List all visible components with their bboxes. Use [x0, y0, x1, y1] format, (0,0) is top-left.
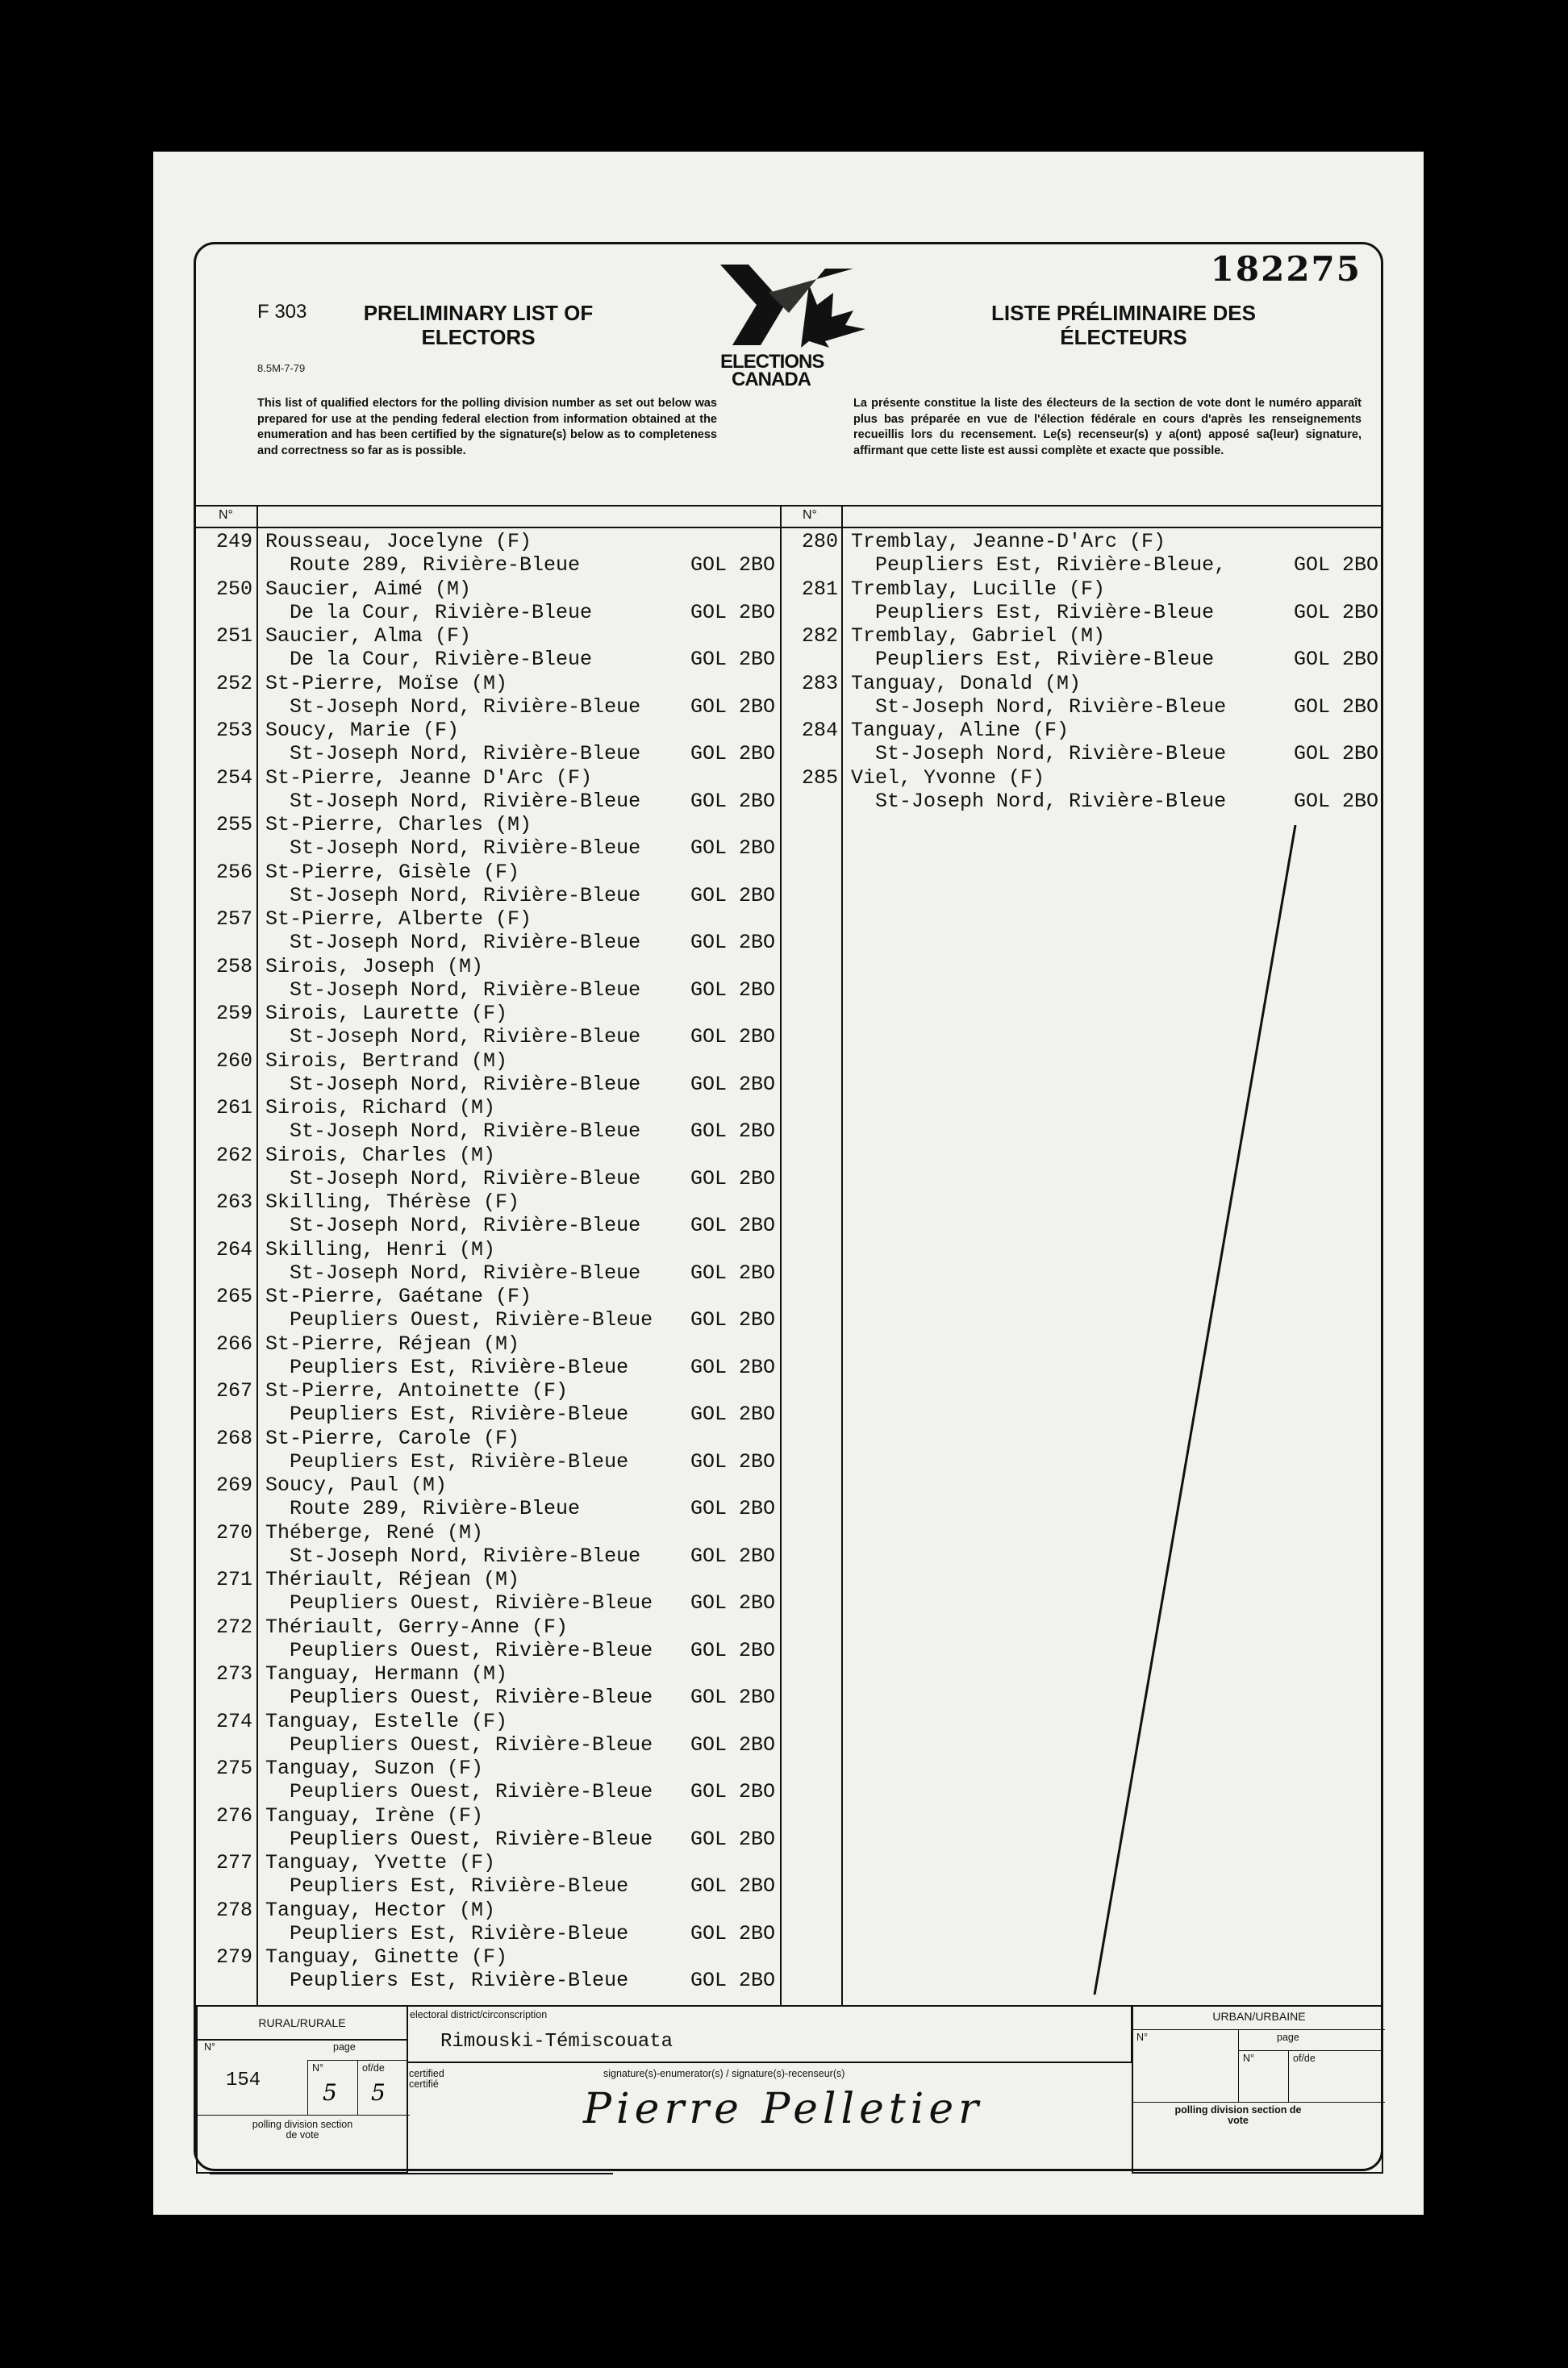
elector-number: 274 — [215, 1709, 252, 1733]
elector-entry — [196, 811, 780, 859]
elector-number: 283 — [801, 671, 838, 695]
elector-address: St-Joseph Nord, Rivière-Bleue — [290, 1025, 641, 1049]
postal-code: GOL 2BO — [1293, 789, 1378, 813]
elector-number: 273 — [215, 1662, 252, 1686]
elector-name: Saucier, Aimé (M) — [265, 577, 472, 601]
serial-number: 182275 — [1210, 249, 1362, 289]
elector-number: 258 — [215, 954, 252, 978]
page-number: 5 — [323, 2079, 337, 2106]
postal-code: GOL 2BO — [1293, 600, 1378, 624]
elector-number: 262 — [215, 1143, 252, 1167]
elector-name: Saucier, Alma (F) — [265, 624, 472, 648]
postal-code: GOL 2BO — [690, 1449, 775, 1474]
postal-code: GOL 2BO — [690, 931, 775, 954]
postal-code: GOL 2BO — [690, 1119, 775, 1143]
elector-name: St-Pierre, Charles (M) — [265, 813, 532, 836]
intro-french: La présente constitue la liste des électeurs de la section de vote dont le numéro apparaît plus bas préparée en vue de l'élection fédérale en cours d'après les renseignements recueillis lors du recensement. Le(s) recenseur(s) y a(ont) apposé sa(leur) signature, affirmant que cette liste est aussi complète et exacte que possible. — [853, 397, 1362, 457]
elector-entry — [196, 717, 780, 765]
postal-code: GOL 2BO — [690, 553, 775, 577]
urban-label: URBAN/URBAINE — [1212, 2010, 1306, 2023]
elector-entry — [196, 670, 780, 718]
bottom-rule — [210, 2173, 613, 2174]
elector-address: Peupliers Ouest, Rivière-Bleue — [290, 1780, 653, 1803]
urban-no-label: N° — [1136, 2032, 1149, 2043]
elector-address: St-Joseph Nord, Rivière-Bleue — [290, 1214, 641, 1237]
postal-code: GOL 2BO — [690, 978, 775, 1002]
elector-address: St-Joseph Nord, Rivière-Bleue — [875, 742, 1227, 765]
form-number: F 303 — [257, 301, 307, 323]
elector-entry — [196, 1189, 780, 1236]
elector-number: 285 — [801, 765, 838, 790]
elector-name: Sirois, Laurette (F) — [265, 1002, 508, 1025]
postal-code: GOL 2BO — [690, 1969, 775, 1992]
elector-address: De la Cour, Rivière-Bleue — [290, 600, 593, 624]
elector-name: Théberge, René (M) — [265, 1520, 484, 1545]
electoral-district-label: electoral district/circonscription — [410, 2009, 548, 2020]
elector-number: 252 — [215, 671, 252, 695]
elector-entry — [782, 623, 1383, 670]
elector-entry — [196, 906, 780, 953]
elector-address: St-Joseph Nord, Rivière-Bleue — [290, 1261, 641, 1285]
elector-name: Tremblay, Jeanne-D'Arc (F) — [851, 530, 1166, 553]
elector-number: 260 — [215, 1049, 252, 1073]
elector-number: 281 — [801, 577, 838, 601]
elector-address: Peupliers Est, Rivière-Bleue — [290, 1403, 629, 1426]
elector-number: 275 — [215, 1757, 252, 1780]
elector-name: Sirois, Joseph (M) — [265, 954, 484, 978]
elector-number: 271 — [215, 1568, 252, 1591]
elector-entry — [196, 1425, 780, 1473]
postal-code: GOL 2BO — [690, 1497, 775, 1520]
elector-address: St-Joseph Nord, Rivière-Bleue — [290, 1072, 641, 1096]
elector-name: St-Pierre, Alberte (F) — [265, 907, 532, 931]
rural-box — [196, 2005, 408, 2041]
title-english: PRELIMINARY LIST OF ELECTORS — [363, 301, 594, 349]
elector-number: 257 — [215, 907, 252, 931]
elector-entry — [196, 1897, 780, 1945]
elector-entry — [196, 623, 780, 670]
urban-page-label: page — [1277, 2032, 1299, 2043]
elector-number: 284 — [801, 719, 838, 742]
postal-code: GOL 2BO — [690, 836, 775, 860]
elector-entry — [782, 528, 1383, 576]
elector-address: Peupliers Est, Rivière-Bleue — [290, 1874, 629, 1898]
elector-name: Thériault, Réjean (M) — [265, 1568, 520, 1591]
elector-name: Thériault, Gerry-Anne (F) — [265, 1615, 569, 1639]
elector-address: St-Joseph Nord, Rivière-Bleue — [290, 742, 641, 765]
elector-number: 270 — [215, 1520, 252, 1545]
elector-name: Skilling, Henri (M) — [265, 1237, 496, 1261]
electoral-district-name: Rimouski-Témiscouata — [440, 2031, 673, 2053]
elector-address: Peupliers Ouest, Rivière-Bleue — [290, 1827, 653, 1851]
table-top-rule — [196, 505, 1383, 507]
elector-entry — [196, 1142, 780, 1190]
elector-address: Peupliers Ouest, Rivière-Bleue — [290, 1308, 653, 1332]
elector-address: St-Joseph Nord, Rivière-Bleue — [875, 694, 1227, 719]
postal-code: GOL 2BO — [690, 1355, 775, 1379]
postal-code: GOL 2BO — [1293, 553, 1378, 577]
elector-name: Rousseau, Jocelyne (F) — [265, 530, 532, 553]
elector-name: Tanguay, Irène (F) — [265, 1803, 484, 1828]
elector-list-right — [782, 528, 1383, 811]
postal-code: GOL 2BO — [690, 648, 775, 671]
logo-text-elections: ELECTIONS — [720, 351, 824, 373]
elector-number: 276 — [215, 1803, 252, 1828]
elector-name: Viel, Yvonne (F) — [851, 765, 1045, 790]
elector-address: St-Joseph Nord, Rivière-Bleue — [290, 1544, 641, 1568]
form-code: 8.5M-7-79 — [257, 362, 306, 374]
elector-address: Peupliers Ouest, Rivière-Bleue — [290, 1686, 653, 1709]
elector-number: 256 — [215, 860, 252, 884]
polling-division-number: 154 — [226, 2070, 261, 2091]
postal-code: GOL 2BO — [690, 1780, 775, 1803]
elector-name: Soucy, Paul (M) — [265, 1474, 448, 1497]
postal-code: GOL 2BO — [690, 1166, 775, 1190]
elector-number: 263 — [215, 1190, 252, 1214]
elector-address: Peupliers Ouest, Rivière-Bleue — [290, 1591, 653, 1615]
postal-code: GOL 2BO — [690, 1874, 775, 1898]
elector-address: Route 289, Rivière-Bleue — [290, 1497, 581, 1520]
elector-entry — [782, 765, 1383, 812]
elector-address: Peupliers Est, Rivière-Bleue — [875, 648, 1215, 671]
elector-list-left — [196, 528, 780, 1991]
page-label: page — [333, 2041, 356, 2053]
postal-code: GOL 2BO — [690, 1025, 775, 1049]
elector-number: 261 — [215, 1096, 252, 1119]
postal-code: GOL 2BO — [690, 1638, 775, 1662]
elector-name: Tanguay, Hermann (M) — [265, 1662, 508, 1686]
enumerator-signature: Pierre Pelletier — [583, 2085, 984, 2133]
elector-entry — [196, 1283, 780, 1331]
postal-code: GOL 2BO — [690, 1072, 775, 1096]
elector-name: St-Pierre, Jeanne D'Arc (F) — [265, 765, 593, 790]
elector-entry — [196, 1000, 780, 1048]
elector-number: 268 — [215, 1426, 252, 1450]
postal-code: GOL 2BO — [690, 789, 775, 813]
postal-code: GOL 2BO — [690, 1214, 775, 1237]
elector-entry — [196, 1849, 780, 1897]
unused-area-strike-line — [841, 825, 1390, 2003]
elector-name: Tanguay, Aline (F) — [851, 719, 1070, 742]
elector-address: St-Joseph Nord, Rivière-Bleue — [290, 883, 641, 907]
postal-code: GOL 2BO — [690, 1591, 775, 1615]
elector-entry — [196, 765, 780, 812]
postal-code: GOL 2BO — [1293, 694, 1378, 719]
elector-name: Tanguay, Donald (M) — [851, 671, 1082, 695]
elector-name: Tanguay, Yvette (F) — [265, 1851, 496, 1874]
elector-name: Skilling, Thérèse (F) — [265, 1190, 520, 1214]
elector-address: St-Joseph Nord, Rivière-Bleue — [290, 789, 641, 813]
elector-entry — [196, 1614, 780, 1661]
elector-entry — [196, 1520, 780, 1567]
elector-entry — [196, 1048, 780, 1095]
elector-name: Sirois, Richard (M) — [265, 1096, 496, 1119]
electoral-district-box — [407, 2005, 1132, 2063]
postal-code: GOL 2BO — [690, 1686, 775, 1709]
elector-entry — [196, 1094, 780, 1142]
elector-name: St-Pierre, Gaétane (F) — [265, 1285, 532, 1308]
document-page — [153, 152, 1424, 2215]
elector-entry — [196, 859, 780, 907]
elector-address: Peupliers Est, Rivière-Bleue, — [875, 553, 1227, 577]
elector-entry — [196, 1331, 780, 1378]
elector-number: 277 — [215, 1851, 252, 1874]
elector-address: Peupliers Est, Rivière-Bleue — [290, 1969, 629, 1992]
elector-address: St-Joseph Nord, Rivière-Bleue — [290, 931, 641, 954]
elector-address: Peupliers Ouest, Rivière-Bleue — [290, 1638, 653, 1662]
urban-page-number-label: N° — [1243, 2053, 1255, 2064]
elector-entry — [196, 1236, 780, 1284]
elector-entry — [196, 1803, 780, 1850]
elector-address: St-Joseph Nord, Rivière-Bleue — [290, 978, 641, 1002]
page-total: 5 — [371, 2079, 386, 2106]
polling-division-box — [196, 2039, 408, 2174]
elector-name: Tremblay, Gabriel (M) — [851, 624, 1106, 648]
urban-box — [1132, 2005, 1383, 2174]
postal-code: GOL 2BO — [690, 1921, 775, 1945]
elector-entry — [196, 1944, 780, 1991]
elector-number: 249 — [215, 530, 252, 553]
elector-entry — [782, 717, 1383, 765]
elector-number: 253 — [215, 719, 252, 742]
postal-code: GOL 2BO — [690, 1544, 775, 1568]
elector-address: Route 289, Rivière-Bleue — [290, 553, 581, 577]
postal-code: GOL 2BO — [690, 883, 775, 907]
elector-name: Tanguay, Suzon (F) — [265, 1757, 484, 1780]
elector-name: Sirois, Bertrand (M) — [265, 1049, 508, 1073]
elector-name: St-Pierre, Moïse (M) — [265, 671, 508, 695]
elector-entry — [196, 1566, 780, 1614]
elector-number: 264 — [215, 1237, 252, 1261]
signature-label: signature(s)-enumerator(s) / signature(s)-recenseur(s) — [603, 2068, 845, 2079]
elector-address: St-Joseph Nord, Rivière-Bleue — [290, 1119, 641, 1143]
postal-code: GOL 2BO — [690, 1827, 775, 1851]
elector-number: 250 — [215, 577, 252, 601]
elector-address: Peupliers Est, Rivière-Bleue — [290, 1921, 629, 1945]
elector-number: 266 — [215, 1332, 252, 1356]
elector-name: Tanguay, Estelle (F) — [265, 1709, 508, 1733]
elector-address: St-Joseph Nord, Rivière-Bleue — [290, 694, 641, 719]
elector-number: 254 — [215, 765, 252, 790]
elector-name: Soucy, Marie (F) — [265, 719, 460, 742]
certified-label: certified certifié — [409, 2068, 444, 2090]
elector-number: 255 — [215, 813, 252, 836]
elector-name: St-Pierre, Gisèle (F) — [265, 860, 520, 884]
postal-code: GOL 2BO — [690, 1308, 775, 1332]
elector-name: Tanguay, Hector (M) — [265, 1898, 496, 1922]
elector-name: St-Pierre, Réjean (M) — [265, 1332, 520, 1356]
postal-code: GOL 2BO — [690, 1403, 775, 1426]
elector-entry — [196, 576, 780, 623]
page-of-label: of/de — [362, 2062, 385, 2074]
rural-label: RURAL/RURALE — [258, 2016, 346, 2029]
elector-entry — [782, 670, 1383, 718]
elector-number: 267 — [215, 1379, 252, 1403]
elector-name: St-Pierre, Carole (F) — [265, 1426, 520, 1450]
polling-division-label: polling division section de vote — [252, 2119, 353, 2141]
elector-number: 282 — [801, 624, 838, 648]
logo-text-canada: CANADA — [732, 369, 811, 390]
elector-entry — [196, 953, 780, 1001]
polling-no-label: N° — [204, 2041, 216, 2053]
elector-name: St-Pierre, Antoinette (F) — [265, 1379, 569, 1403]
elector-address: St-Joseph Nord, Rivière-Bleue — [875, 789, 1227, 813]
elector-address: Peupliers Ouest, Rivière-Bleue — [290, 1732, 653, 1757]
elector-number: 280 — [801, 530, 838, 553]
elector-number: 272 — [215, 1615, 252, 1639]
urban-page-of-label: of/de — [1293, 2053, 1316, 2064]
postal-code: GOL 2BO — [690, 1732, 775, 1757]
form-frame — [194, 242, 1383, 2171]
number-header-left: N° — [219, 508, 233, 522]
postal-code: GOL 2BO — [1293, 648, 1378, 671]
elector-number: 259 — [215, 1002, 252, 1025]
elector-address: De la Cour, Rivière-Bleue — [290, 648, 593, 671]
elector-name: Tremblay, Lucille (F) — [851, 577, 1106, 601]
elector-number: 278 — [215, 1898, 252, 1922]
postal-code: GOL 2BO — [690, 742, 775, 765]
postal-code: GOL 2BO — [690, 694, 775, 719]
elector-address: St-Joseph Nord, Rivière-Bleue — [290, 836, 641, 860]
elector-address: Peupliers Est, Rivière-Bleue — [290, 1355, 629, 1379]
maple-leaf-x-icon — [712, 261, 874, 349]
elector-address: St-Joseph Nord, Rivière-Bleue — [290, 1166, 641, 1190]
postal-code: GOL 2BO — [1293, 742, 1378, 765]
elector-entry — [196, 528, 780, 576]
elector-number: 265 — [215, 1285, 252, 1308]
page-number-label: N° — [312, 2062, 324, 2074]
elector-entry — [196, 1708, 780, 1756]
intro-english: This list of qualified electors for the polling division number as set out below was prepared for use at the pending federal election from information obtained at the enumeration and has been certified by the signature(s) below as to completeness and correctness so far as is possible. — [257, 397, 717, 457]
elections-canada-logo — [712, 261, 874, 390]
title-french: LISTE PRÉLIMINAIRE DES ÉLECTEURS — [991, 301, 1256, 349]
urban-polling-division-label: polling division section de vote — [1174, 2104, 1302, 2126]
elector-number: 279 — [215, 1945, 252, 1969]
elector-entry — [196, 1755, 780, 1803]
elector-entry — [782, 576, 1383, 623]
elector-entry — [196, 1378, 780, 1425]
elector-number: 269 — [215, 1474, 252, 1497]
postal-code: GOL 2BO — [690, 600, 775, 624]
postal-code: GOL 2BO — [690, 1261, 775, 1285]
number-header-right: N° — [803, 508, 817, 522]
elector-entry — [196, 1472, 780, 1520]
elector-address: Peupliers Est, Rivière-Bleue — [290, 1449, 629, 1474]
elector-address: Peupliers Est, Rivière-Bleue — [875, 600, 1215, 624]
elector-number: 251 — [215, 624, 252, 648]
elector-entry — [196, 1661, 780, 1708]
elector-name: Sirois, Charles (M) — [265, 1143, 496, 1167]
elector-name: Tanguay, Ginette (F) — [265, 1945, 508, 1969]
